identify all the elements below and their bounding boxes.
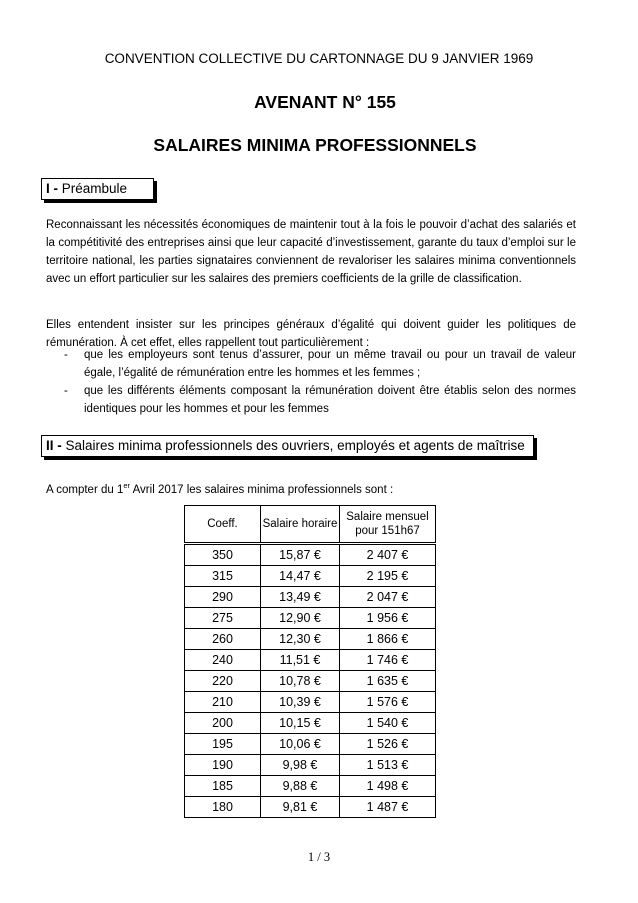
salary-table (184, 505, 436, 818)
table-row (185, 650, 436, 671)
cell-hourly: 13,49 € (261, 587, 340, 608)
list-item (46, 382, 576, 418)
convention-title: CONVENTION COLLECTIVE DU CARTONNAGE DU 9 JANVIER 1969 (104, 51, 534, 66)
section-title: Salaires minima professionnels des ouvriers, employés et agents de maîtrise (61, 438, 525, 453)
cell-hourly: 9,98 € (261, 755, 340, 776)
cell-coeff: 180 (185, 797, 261, 818)
table-row (185, 755, 436, 776)
cell-hourly: 10,15 € (261, 713, 340, 734)
list-item (46, 346, 576, 382)
table-row (185, 544, 436, 566)
cell-hourly: 14,47 € (261, 566, 340, 587)
cell-monthly: 1 498 € (340, 776, 436, 797)
cell-coeff: 290 (185, 587, 261, 608)
section-number: I - (46, 181, 58, 196)
avenant-number: AVENANT N° 155 (254, 92, 396, 112)
table-row (185, 671, 436, 692)
cell-coeff: 220 (185, 671, 261, 692)
cell-monthly: 2 195 € (340, 566, 436, 587)
cell-hourly: 9,81 € (261, 797, 340, 818)
table-row (185, 629, 436, 650)
cell-coeff: 275 (185, 608, 261, 629)
salary-intro-text: A compter du 1er Avril 2017 les salaires minima professionnels sont : (46, 481, 394, 496)
table-row (185, 734, 436, 755)
bullet-dash: - (64, 385, 68, 397)
table-row (185, 776, 436, 797)
section-number: II - (46, 438, 62, 453)
cell-coeff: 185 (185, 776, 261, 797)
table-row (185, 587, 436, 608)
cell-monthly: 1 487 € (340, 797, 436, 818)
table-row (185, 692, 436, 713)
cell-hourly: 11,51 € (261, 650, 340, 671)
cell-hourly: 12,30 € (261, 629, 340, 650)
header-monthly: Salaire mensuel pour 151h67 (340, 506, 436, 544)
section-salaires-heading (41, 435, 534, 457)
cell-coeff: 200 (185, 713, 261, 734)
header-hourly: Salaire horaire (261, 506, 340, 544)
table-row (185, 566, 436, 587)
cell-monthly: 1 635 € (340, 671, 436, 692)
cell-monthly: 1 866 € (340, 629, 436, 650)
header-coeff: Coeff. (185, 506, 261, 544)
section-preambule-heading (41, 178, 154, 200)
cell-monthly: 2 047 € (340, 587, 436, 608)
page-number: 1 / 3 (307, 850, 331, 864)
cell-monthly: 1 956 € (340, 608, 436, 629)
principles-list (46, 346, 576, 418)
cell-hourly: 10,39 € (261, 692, 340, 713)
list-item-text: que les différents éléments composant la rémunération doivent être établis selon des normes identiques pour les hommes et pour les femmes (84, 385, 576, 415)
cell-coeff: 315 (185, 566, 261, 587)
cell-hourly: 10,78 € (261, 671, 340, 692)
preambule-paragraph-2: Elles entendent insister sur les principes généraux d’égalité qui doivent guider les politiques de rémunération. À cet effet, elles rappellent tout particulièrement : (46, 319, 576, 349)
table-row (185, 608, 436, 629)
table-header-row (185, 506, 436, 544)
table-row (185, 797, 436, 818)
cell-monthly: 1 513 € (340, 755, 436, 776)
cell-monthly: 1 576 € (340, 692, 436, 713)
cell-monthly: 1 526 € (340, 734, 436, 755)
preambule-paragraph-1: Reconnaissant les nécessités économiques de maintenir tout à la fois le pouvoir d’achat des salariés et la compétitivité des entreprises ainsi que leur capacité d’investissement, garante du taux d’emploi sur le territoire national, les parties signataires conviennent de revaloriser les salaires minima conventionnels avec un effort particulier sur les salaires des premiers coefficients de la grille de classification. (46, 219, 576, 285)
cell-coeff: 210 (185, 692, 261, 713)
cell-hourly: 15,87 € (261, 544, 340, 566)
list-item-text: que les employeurs sont tenus d’assurer, pour un même travail ou pour un travail de valeur égale, l’égalité de rémunération entre les hommes et les femmes ; (84, 349, 576, 379)
document-title: SALAIRES MINIMA PROFESSIONNELS (153, 135, 477, 155)
section-title: Préambule (58, 181, 128, 196)
cell-hourly: 10,06 € (261, 734, 340, 755)
table-row (185, 713, 436, 734)
cell-monthly: 1 540 € (340, 713, 436, 734)
cell-monthly: 2 407 € (340, 544, 436, 566)
cell-hourly: 12,90 € (261, 608, 340, 629)
cell-monthly: 1 746 € (340, 650, 436, 671)
cell-coeff: 190 (185, 755, 261, 776)
cell-coeff: 240 (185, 650, 261, 671)
cell-coeff: 350 (185, 544, 261, 566)
cell-hourly: 9,88 € (261, 776, 340, 797)
cell-coeff: 260 (185, 629, 261, 650)
bullet-dash: - (64, 349, 68, 361)
cell-coeff: 195 (185, 734, 261, 755)
